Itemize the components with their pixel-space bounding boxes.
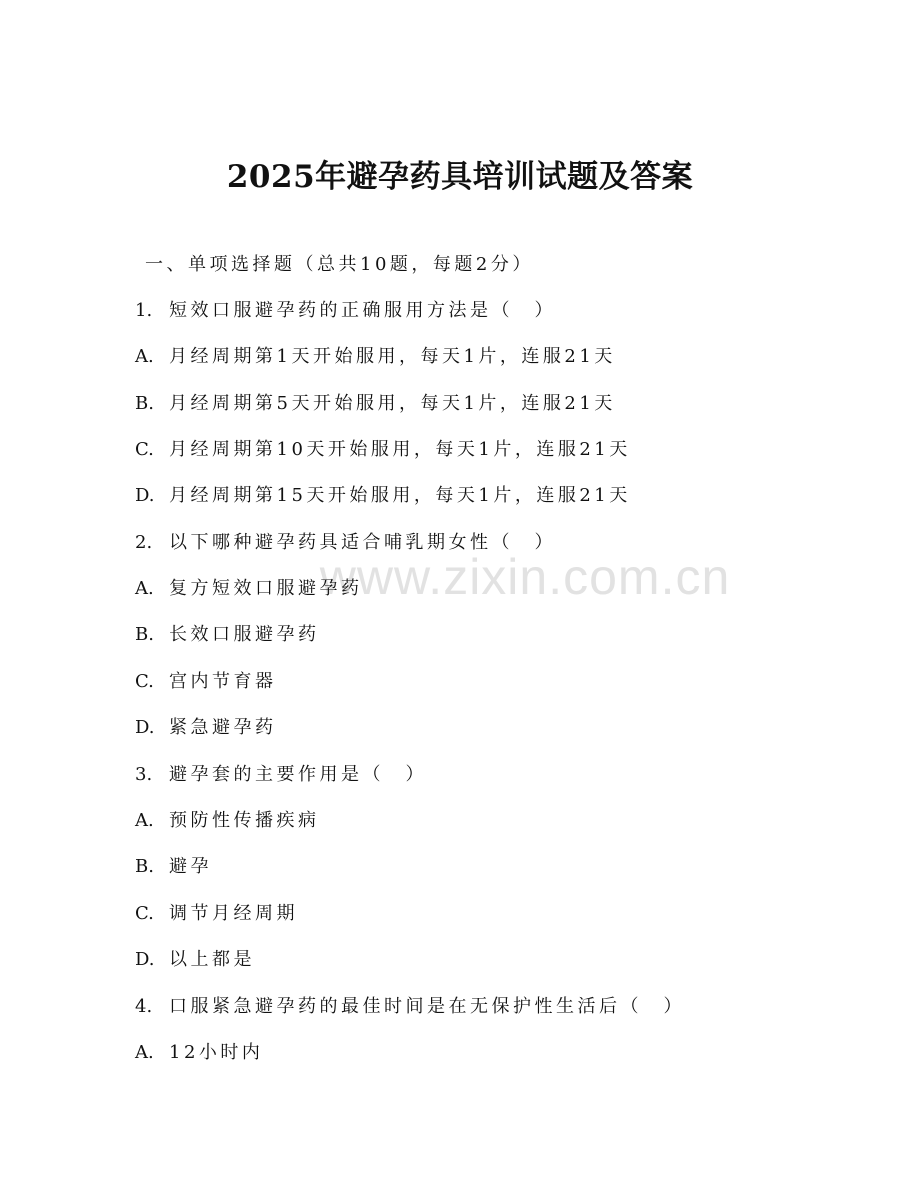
option-label: C.	[135, 439, 154, 460]
option-label: A.	[135, 346, 154, 367]
option-text: 预防性传播疾病	[169, 810, 320, 831]
option-text: 长效口服避孕药	[169, 624, 320, 645]
option-label: C.	[135, 903, 154, 924]
option-2c	[135, 669, 277, 695]
question-1	[135, 298, 556, 324]
option-text: 月经周期第5天开始服用，每天1片，连服21天	[169, 393, 616, 414]
option-2d	[135, 715, 277, 741]
option-text: 月经周期第1天开始服用，每天1片，连服21天	[169, 346, 616, 367]
option-text: 宫内节育器	[169, 671, 277, 692]
option-1d	[135, 483, 631, 509]
question-3	[135, 762, 427, 788]
document-title: 2025年避孕药具培训试题及答案	[226, 159, 694, 195]
option-1a	[135, 344, 616, 370]
option-label: D.	[135, 949, 155, 970]
option-3d	[135, 947, 255, 973]
question-number: 2.	[135, 532, 153, 553]
question-text: 以下哪种避孕药具适合哺乳期女性（ ）	[169, 532, 556, 553]
option-text: 月经周期第15天开始服用，每天1片，连服21天	[169, 485, 631, 506]
option-2a	[135, 576, 363, 602]
option-text: 复方短效口服避孕药	[169, 578, 363, 599]
option-label: B.	[135, 624, 154, 645]
question-text: 口服紧急避孕药的最佳时间是在无保护性生活后（ ）	[169, 996, 685, 1017]
option-label: C.	[135, 671, 154, 692]
option-3c	[135, 901, 298, 927]
watermark: www.zixin.com.cn	[319, 549, 731, 605]
option-2b	[135, 622, 320, 648]
option-text: 月经周期第10天开始服用，每天1片，连服21天	[169, 439, 631, 460]
option-label: B.	[135, 393, 154, 414]
option-label: A.	[135, 810, 154, 831]
option-text: 调节月经周期	[169, 903, 298, 924]
section-heading: 一、单项选择题（总共10题，每题2分）	[145, 254, 534, 275]
option-text: 紧急避孕药	[169, 717, 277, 738]
option-label: D.	[135, 717, 155, 738]
option-label: B.	[135, 856, 154, 877]
question-2	[135, 530, 556, 556]
option-text: 12小时内	[169, 1042, 264, 1063]
question-number: 4.	[135, 996, 153, 1017]
option-text: 以上都是	[169, 949, 255, 970]
option-1b	[135, 391, 616, 417]
option-label: A.	[135, 578, 154, 599]
option-3a	[135, 808, 320, 834]
option-text: 避孕	[169, 856, 212, 877]
option-label: D.	[135, 485, 155, 506]
option-label: A.	[135, 1042, 154, 1063]
question-4	[135, 994, 685, 1020]
question-number: 1.	[135, 300, 153, 321]
option-4a	[135, 1040, 263, 1066]
option-1c	[135, 437, 631, 463]
option-3b	[135, 854, 212, 880]
question-text: 短效口服避孕药的正确服用方法是（ ）	[169, 300, 556, 321]
question-text: 避孕套的主要作用是（ ）	[169, 764, 427, 785]
question-number: 3.	[135, 764, 153, 785]
